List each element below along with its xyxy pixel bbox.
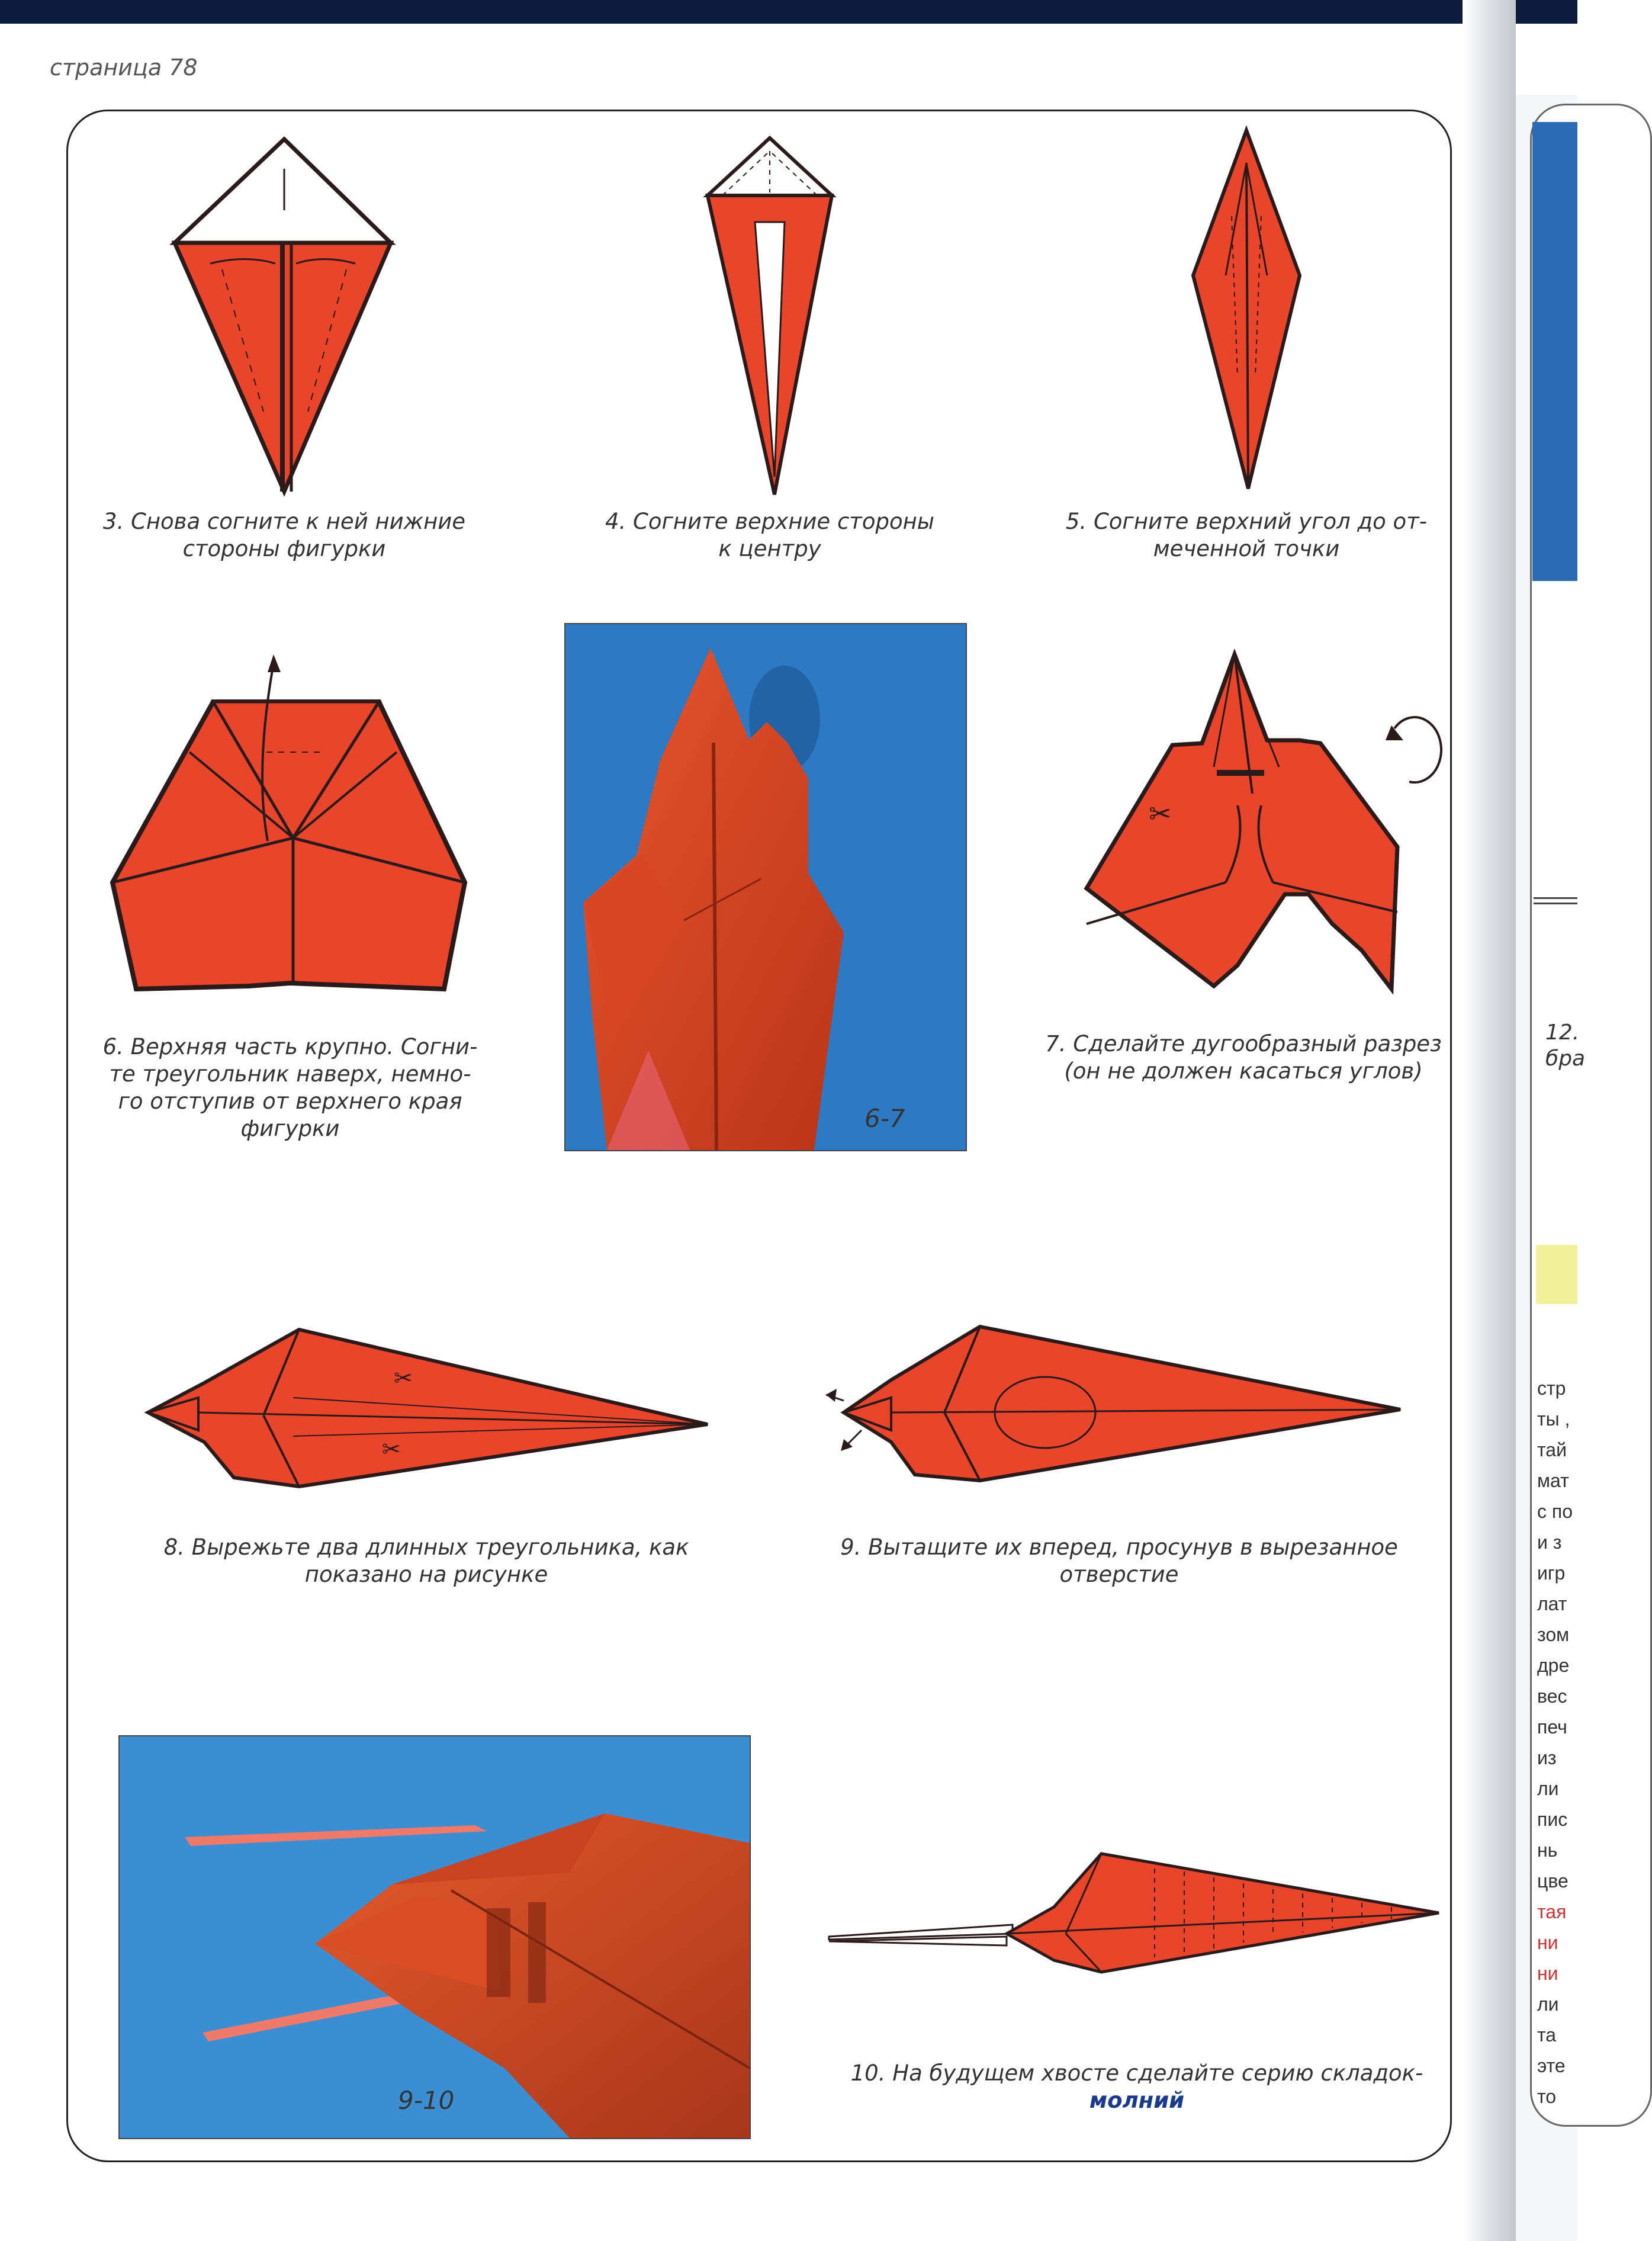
- step-3-caption-line-2: стороны фигурки: [182, 536, 386, 561]
- photo-9-10-label: 9-10: [398, 2086, 455, 2115]
- step-8-caption: [118, 1534, 734, 1588]
- step-5-diagram: [1190, 127, 1303, 492]
- scissors-icon: ✂: [394, 1365, 413, 1391]
- step-10-diagram: [829, 1851, 1439, 1975]
- step-3-caption-line-1: 3. Снова согните к ней нижние: [102, 509, 466, 534]
- step-10-caption-line-1: 10. На будущем хвосте сделайте серию складок-: [850, 2060, 1423, 2086]
- right-text-line: ни: [1537, 1963, 1558, 1984]
- right-page-highlight-box: [1536, 1245, 1577, 1304]
- step-8-diagram: [145, 1327, 708, 1498]
- step-10-caption-highlight: молний: [1089, 2088, 1185, 2113]
- step-6-diagram: [113, 651, 468, 992]
- step-6-caption-line-4: фигурки: [240, 1116, 340, 1141]
- step-5-caption: [1042, 508, 1451, 563]
- right-text-line: тая: [1537, 1901, 1567, 1922]
- step-9-caption-line-1: 9. Вытащите их вперед, просунув в вырезанное: [840, 1534, 1398, 1560]
- step-8-caption-line-1: 8. Вырежьте два длинных треугольника, как: [163, 1534, 689, 1560]
- right-page-caption: [1545, 1020, 1585, 1072]
- step-4-diagram: [699, 133, 841, 497]
- photo-9-10-model: [120, 1736, 750, 2138]
- step-10-caption: [823, 2060, 1451, 2114]
- top-bar: [0, 0, 1577, 24]
- right-text-line: вес: [1537, 1685, 1567, 1707]
- step-5-caption-line-2: меченной точки: [1153, 536, 1340, 561]
- right-text-line: зом: [1537, 1624, 1570, 1645]
- right-text-line: тай: [1537, 1439, 1567, 1460]
- right-text-line: нь: [1537, 1839, 1558, 1861]
- book-gutter: [1463, 0, 1516, 2241]
- right-text-line: ли: [1537, 1993, 1559, 2015]
- right-text-line: дре: [1537, 1655, 1570, 1676]
- right-text-line: эте: [1537, 2055, 1566, 2076]
- right-text-line: ни: [1537, 1932, 1558, 1953]
- right-text-line: печ: [1537, 1716, 1567, 1738]
- scissors-icon: ✂: [1149, 798, 1172, 830]
- right-text-line: цве: [1537, 1870, 1569, 1892]
- right-page-caption-line-2: бра: [1545, 1046, 1586, 1071]
- right-text-line: ты ,: [1537, 1408, 1570, 1430]
- step-7-caption-line-2: (он не должен касаться углов): [1064, 1058, 1423, 1084]
- step-7-caption-line-1: 7. Сделайте дугообразный разрез: [1045, 1031, 1442, 1057]
- page-number: страница 78: [50, 54, 198, 81]
- step-9-caption-line-2: отверстие: [1059, 1562, 1179, 1587]
- step-4-caption-line-2: к центру: [718, 536, 821, 561]
- right-text-line: и з: [1537, 1532, 1562, 1553]
- step-7-diagram: [1084, 651, 1451, 989]
- photo-6-7-model: [565, 624, 966, 1150]
- step-4-caption: [568, 508, 971, 563]
- right-text-line: то: [1537, 2086, 1557, 2107]
- right-text-line: та: [1537, 2024, 1557, 2046]
- step-6-caption-line-2: те треугольник наверх, немно-: [109, 1061, 471, 1087]
- right-page-photo: [1532, 122, 1577, 581]
- step-9-diagram: [826, 1324, 1400, 1495]
- photo-9-10: [118, 1735, 751, 2139]
- right-page-text: [1537, 1373, 1573, 2112]
- step-9-caption: [805, 1534, 1433, 1588]
- right-text-line: пис: [1537, 1809, 1568, 1830]
- photo-6-7: [564, 623, 967, 1151]
- right-page-caption-line-1: 12.: [1545, 1020, 1580, 1045]
- right-text-line: лат: [1537, 1593, 1567, 1614]
- right-text-line: с по: [1537, 1501, 1573, 1522]
- step-4-caption-line-1: 4. Согните верхние стороны: [605, 509, 935, 534]
- step-6-caption: [83, 1033, 497, 1142]
- step-7-caption: [1030, 1030, 1457, 1085]
- right-text-line: ли: [1537, 1778, 1559, 1799]
- step-6-caption-line-1: 6. Верхняя часть крупно. Согни-: [102, 1034, 478, 1060]
- step-3-caption: [89, 508, 480, 563]
- step-6-caption-line-3: го отступив от верхнего края: [118, 1089, 462, 1114]
- right-text-line: игр: [1537, 1562, 1566, 1584]
- right-text-line: мат: [1537, 1470, 1569, 1491]
- scissors-icon: ✂: [382, 1436, 401, 1462]
- step-8-caption-line-2: показано на рисунке: [304, 1562, 548, 1587]
- step-3-diagram: [175, 133, 397, 497]
- photo-6-7-label: 6-7: [864, 1104, 905, 1133]
- right-page-rule: [1534, 897, 1577, 904]
- right-text-line: из: [1537, 1747, 1557, 1768]
- right-text-line: стр: [1537, 1378, 1566, 1399]
- step-5-caption-line-1: 5. Согните верхний угол до от-: [1065, 509, 1428, 534]
